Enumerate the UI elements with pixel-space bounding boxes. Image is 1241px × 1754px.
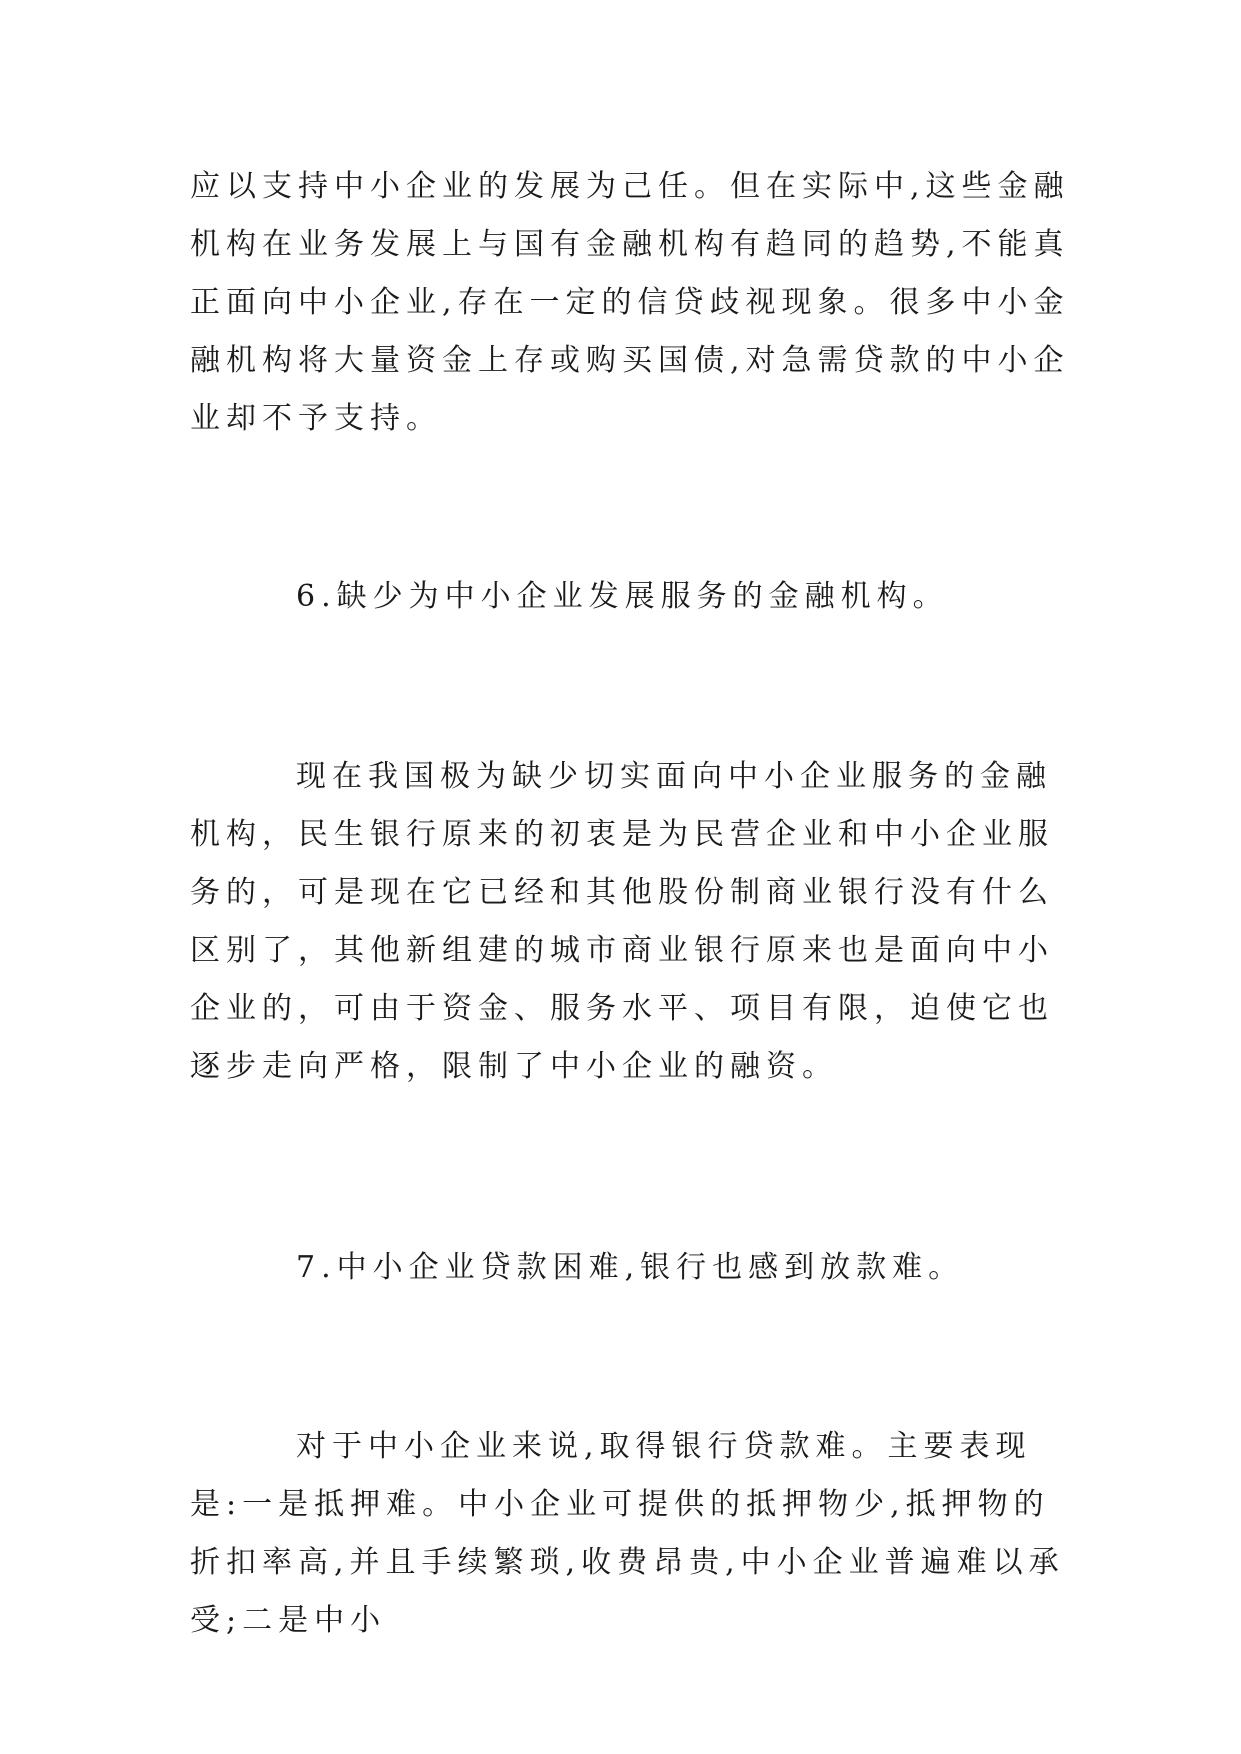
paragraph-loan-difficulty: 对于中小企业来说,取得银行贷款难。主要表现是:一是抵押难。中小企业可提供的抵押物少,抵押物的折扣率高,并且手续繁琐,收费昂贵,中小企业普遍难以承受;二是中小	[190, 1429, 1065, 1638]
paragraph-continuation: 应以支持中小企业的发展为己任。但在实际中,这些金融机构在业务发展上与国有金融机构有趋同的趋势,不能真正面向中小企业,存在一定的信贷歧视现象。很多中小金融机构将大量资金上存或购买国债,对急需贷款的中小企业却不予支持。	[190, 169, 1070, 436]
section-heading-7: 7.中小企业贷款困难,银行也感到放款难。	[296, 1250, 965, 1285]
paragraph-financial-institutions: 现在我国极为缺少切实面向中小企业服务的金融机构，民生银行原来的初衷是为民营企业和中小企业服务的，可是现在它已经和其他股份制商业银行没有什么区别了，其他新组建的城市商业银行原来也是面向中小企业的，可由于资金、服务水平、项目有限，迫使它也逐步走向严格，限制了中小企业的融资。	[190, 759, 1054, 1084]
section-heading-6: 6.缺少为中小企业发展服务的金融机构。	[296, 579, 949, 614]
